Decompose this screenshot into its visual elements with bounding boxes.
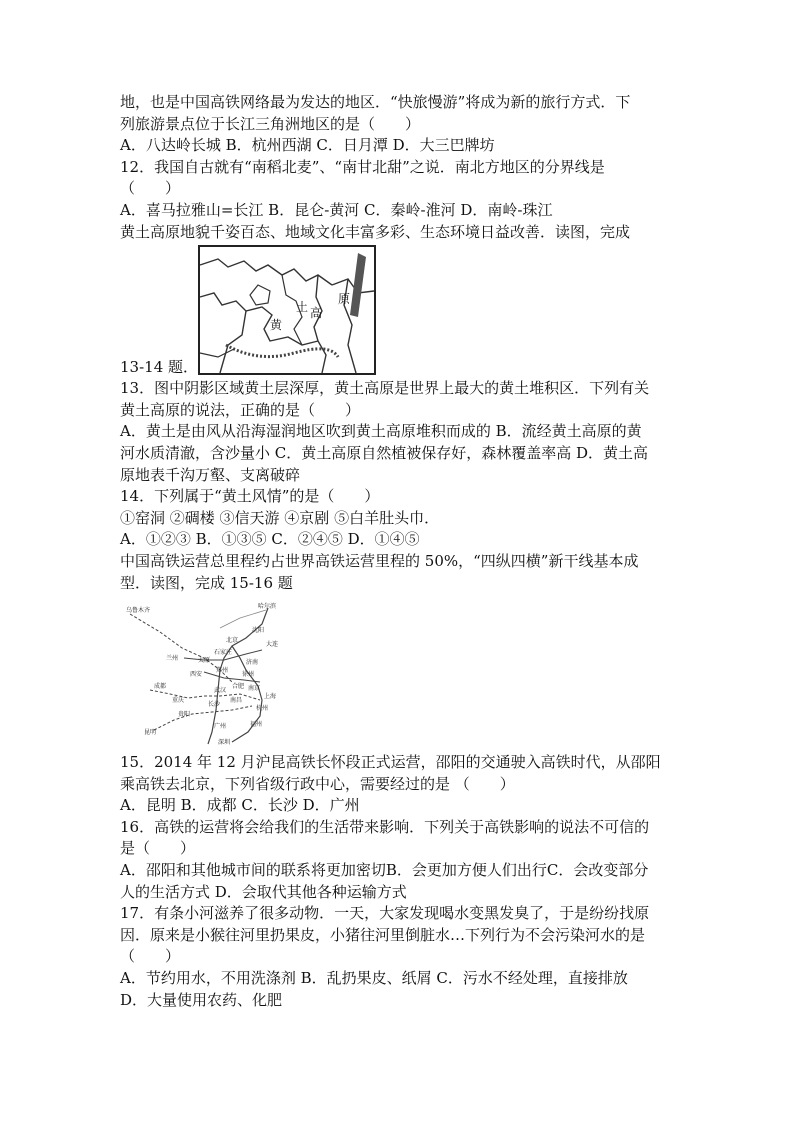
loess-plateau-map (198, 245, 376, 375)
q13-text-line: 原地表千沟万壑、支离破碎 (120, 465, 301, 484)
city-label: 大连 (266, 641, 279, 649)
intro-15-16: 中国高铁运营总里程约占世界高铁运营里程的 50%，“四纵四横”新干线基本成 (120, 551, 639, 570)
city-label: 北京 (226, 637, 239, 645)
q15-text-line: 15．2014 年 12 月沪昆高铁长怀段正式运营，邵阳的交通驶入高铁时代，从邵阳 (120, 753, 661, 772)
city-label: 济南 (246, 659, 259, 667)
city-label: 上海 (264, 693, 277, 701)
q16-text-line: 是（ ） (120, 839, 196, 858)
map-label-huang: 黄 (270, 318, 283, 333)
q12-text-line: 12．我国自古就有“南稻北麦”、“南甘北甜”之说．南北方地区的分界线是 (120, 157, 605, 176)
map-label-tu: 土 (296, 300, 309, 315)
city-label: 杭州 (256, 705, 269, 713)
q16-text-line: 16．高铁的运营将会给我们的生活带来影响．下列关于高铁影响的说法不可信的 (120, 817, 650, 836)
city-label: 广州 (214, 723, 227, 731)
city-label: 西安 (190, 671, 203, 679)
q12-options: A．喜马拉雅山=长江 B．昆仑-黄河 C．秦岭-淮河 D．南岭-珠江 (120, 200, 553, 219)
q14-text-line: 14．下列属于“黄土风情”的是（ ） (120, 487, 380, 506)
map-label-yuan: 原 (338, 292, 351, 307)
q13-text-line: A．黄土是由风从沿海湿润地区吹到黄土高原堆积而成的 B．流经黄土高原的黄 (120, 422, 642, 441)
city-label: 郑州 (216, 667, 229, 675)
city-label: 石家庄 (214, 649, 233, 657)
high-speed-rail-figure (120, 598, 690, 752)
city-label: 徐州 (242, 671, 255, 679)
q11-options: A．八达岭长城 B．杭州西湖 C．日月潭 D．大三巴牌坊 (120, 136, 495, 155)
city-label: 深圳 (218, 739, 231, 747)
q13-text-line: 13．图中阴影区域黄土层深厚，黄土高原是世界上最大的黄土堆积区．下列有关 (120, 379, 650, 398)
city-label: 成都 (154, 683, 167, 691)
map-label-gao: 高 (310, 306, 323, 321)
city-label: 昆明 (144, 729, 157, 737)
city-label: 沈阳 (252, 627, 265, 635)
q13-text-line: 黄土高原的说法，正确的是（ ） (120, 400, 361, 419)
document-page (120, 92, 690, 1011)
city-label: 南京 (248, 685, 261, 693)
city-label: 福州 (250, 721, 263, 729)
city-label: 南昌 (230, 697, 243, 705)
intro-13-14: 黄土高原地貌千姿百态、地域文化丰富多彩、生态环境日益改善．读图，完成 (120, 222, 631, 241)
city-label: 合肥 (232, 683, 245, 691)
city-label: 贵阳 (178, 711, 191, 719)
q15-options: A．昆明 B．成都 C．长沙 D．广州 (120, 796, 360, 815)
q11-text-line: 列旅游景点位于长江三角洲地区的是（ ） (120, 114, 421, 133)
city-label: 重庆 (172, 697, 185, 705)
q14-options: A．①②③ B．①③⑤ C．②④⑤ D．①④⑤ (120, 530, 420, 549)
q11-text-line: 地，也是中国高铁网络最为发达的地区．“快旅慢游”将成为新的旅行方式．下 (120, 93, 631, 111)
city-label: 长沙 (208, 701, 221, 709)
city-label: 武汉 (214, 687, 227, 695)
city-label: 乌鲁木齐 (126, 607, 151, 615)
loess-plateau-figure (120, 243, 690, 378)
city-label: 哈尔滨 (258, 603, 277, 611)
city-label: 太原 (198, 657, 211, 665)
intro-15-16: 型．读图，完成 15-16 题 (120, 573, 293, 592)
q16-text-line: 人的生活方式 D．会取代其他各种运输方式 (120, 882, 407, 901)
q17-text-line: （ ） (120, 947, 181, 966)
q17-text-line: D．大量使用农药、化肥 (120, 990, 283, 1009)
q13-text-line: 河水质清澈，含沙量小 C．黄土高原自然植被保存好，森林覆盖率高 D．黄土高 (120, 443, 649, 462)
q17-text-line: 17．有条小河滋养了很多动物．一天，大家发现喝水变黑发臭了，于是纷纷找原 (120, 904, 650, 923)
figure-caption: 13-14 题． (120, 357, 199, 376)
q12-text-line: （ ） (120, 179, 181, 198)
q17-text-line: 因．原来是小猴往河里扔果皮，小猪往河里倒脏水…下列行为不会污染河水的是 (120, 925, 646, 944)
q16-text-line: A．邵阳和其他城市间的联系将更加密切B．会更加方便人们出行C．会改变部分 (120, 861, 649, 880)
q17-text-line: A．节约用水，不用洗涤剂 B．乱扔果皮、纸屑 C．污水不经处理，直接排放 (120, 969, 628, 988)
q14-items: ①窑洞 ②碉楼 ③信天游 ④京剧 ⑤白羊肚头巾． (120, 508, 440, 527)
city-label: 兰州 (166, 655, 179, 663)
high-speed-rail-map (120, 598, 296, 750)
q15-text-line: 乘高铁去北京，下列省级行政中心，需要经过的是 （ ） (120, 774, 515, 793)
